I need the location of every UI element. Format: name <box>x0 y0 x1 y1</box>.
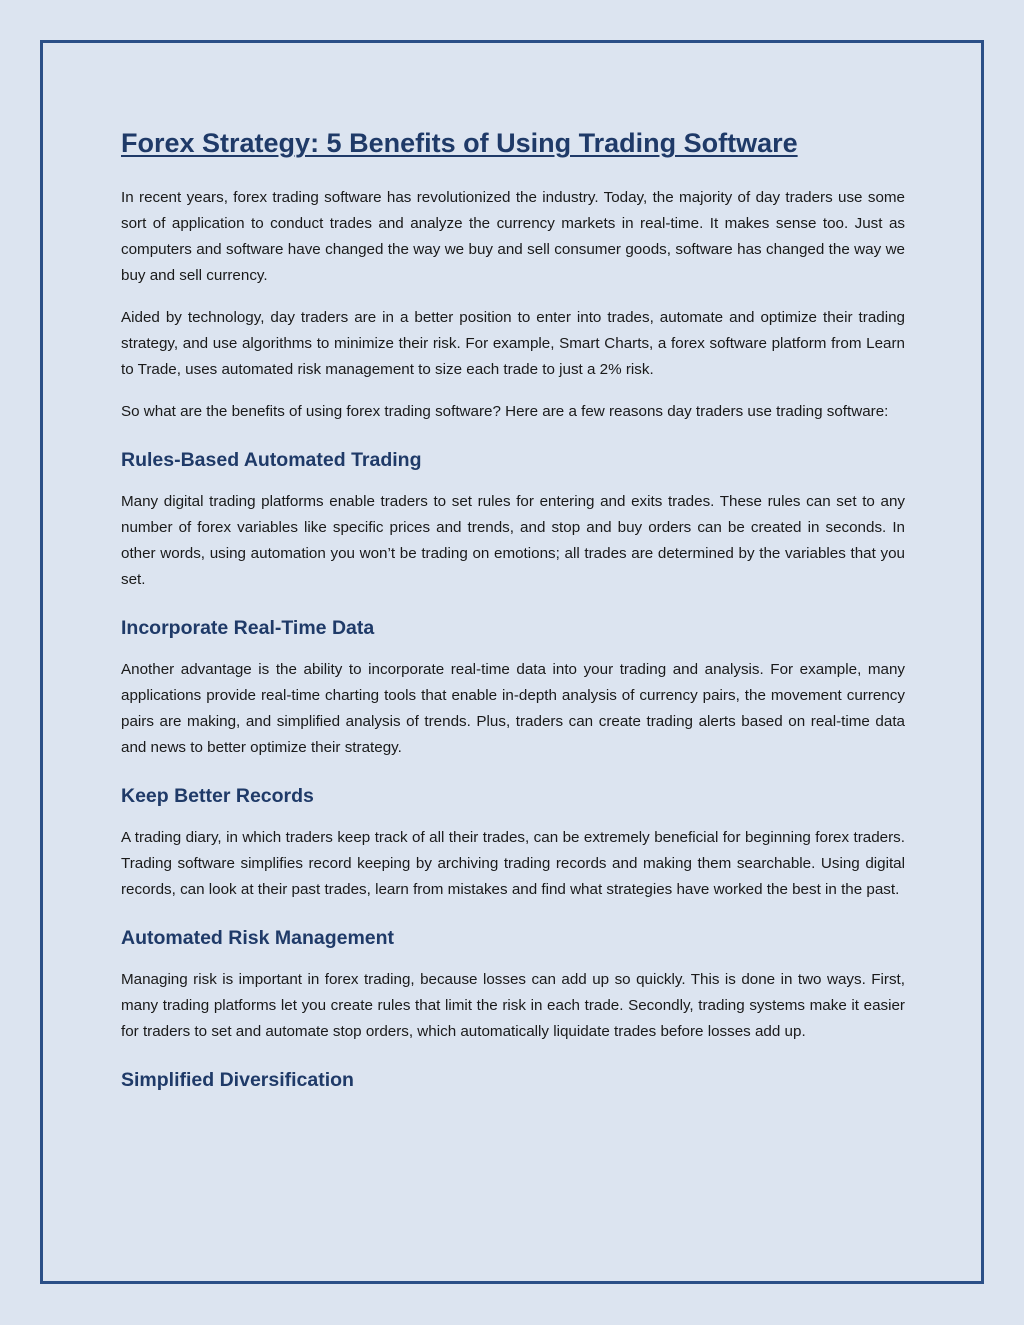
section-heading-risk-management: Automated Risk Management <box>121 927 395 949</box>
document-body <box>121 123 905 1109</box>
page-frame <box>40 40 984 1284</box>
intro-paragraph-2: Aided by technology, day traders are in a better position to enter into trades, automate and optimize their trading strategy, and use algorithms to minimize their risk. For example, Smart Charts, a forex software platform from Learn to Trade, uses automated risk management to size each trade to just a 2% risk. <box>121 309 905 378</box>
intro-paragraph-1: In recent years, forex trading software has revolutionized the industry. Today, the majority of day traders use some sort of application to conduct trades and analyze the currency markets in real-time. It makes sense too. Just as computers and software have changed the way we buy and sell consumer goods, software has changed the way we buy and sell currency. <box>121 189 905 284</box>
section-heading-better-records: Keep Better Records <box>121 785 314 807</box>
section-heading-real-time-data: Incorporate Real-Time Data <box>121 617 375 639</box>
document-title: Forex Strategy: 5 Benefits of Using Trading Software <box>121 128 798 158</box>
intro-paragraph-3: So what are the benefits of using forex trading software? Here are a few reasons day traders use trading software: <box>121 403 889 420</box>
section-heading-diversification: Simplified Diversification <box>121 1069 354 1091</box>
section-body-rules-based-trading: Many digital trading platforms enable traders to set rules for entering and exits trades. These rules can set to any number of forex variables like specific prices and trends, and stop and buy orders can be created in seconds. In other words, using automation you won’t be trading on emotions; all trades are determined by the variables that you set. <box>121 493 905 588</box>
section-body-real-time-data: Another advantage is the ability to incorporate real-time data into your trading and analysis. For example, many applications provide real-time charting tools that enable in-depth analysis of currency pairs, the movement currency pairs are making, and simplified analysis of trends. Plus, traders can create trading alerts based on real-time data and news to better optimize their strategy. <box>121 661 905 756</box>
section-body-risk-management: Managing risk is important in forex trading, because losses can add up so quickly. This is done in two ways. First, many trading platforms let you create rules that limit the risk in each trade. Secondly, trading systems make it easier for traders to set and automate stop orders, which automatically liquidate trades before losses add up. <box>121 971 905 1040</box>
section-heading-rules-based-trading: Rules-Based Automated Trading <box>121 449 422 471</box>
section-body-better-records: A trading diary, in which traders keep track of all their trades, can be extremely beneficial for beginning forex traders. Trading software simplifies record keeping by archiving trading records and making them searchable. Using digital records, can look at their past trades, learn from mistakes and find what strategies have worked the best in the past. <box>121 829 905 898</box>
